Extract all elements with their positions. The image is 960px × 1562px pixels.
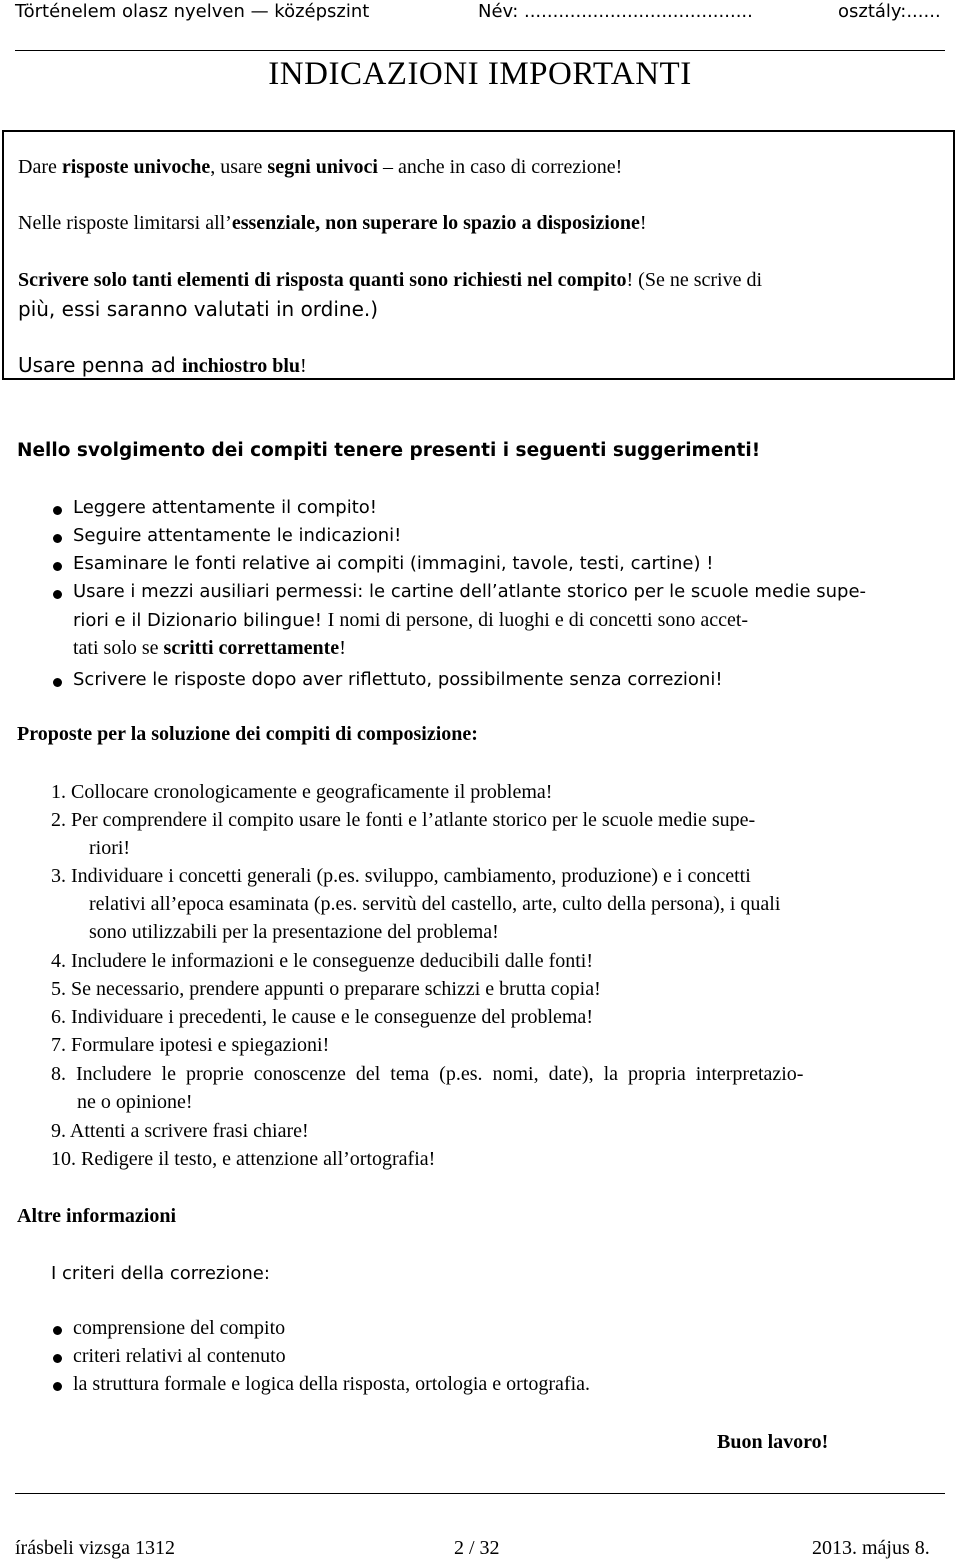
other-info-heading: Altre informazioni (17, 1205, 177, 1227)
proposal-item: 3. Individuare i concetti generali (p.es. sviluppo, cambiamento, produzione) e i concetti (51, 865, 751, 887)
suggestions-heading: Nello svolgimento dei compiti tenere presenti i seguenti suggerimenti! (17, 440, 761, 461)
proposal-item: 6. Individuare i precedenti, le cause e le conseguenze del problema! (51, 1006, 593, 1028)
box-line-2: Nelle risposte limitarsi all’essenziale, non superare lo spazio a disposizione! (18, 212, 647, 234)
proposal-item: 2. Per comprendere il compito usare le fonti e l’atlante storico per le scuole medie supe- (51, 809, 756, 831)
header-subject: Történelem olasz nyelven — középszint (15, 1, 370, 22)
criteria-intro: I criteri della correzione: (51, 1263, 270, 1284)
bullet-icon (53, 1326, 62, 1335)
list-item: comprensione del compito (51, 1317, 590, 1345)
header-divider (15, 50, 945, 51)
list-item: Seguire attentamente le indicazioni! (51, 525, 866, 553)
list-item: Esaminare le fonti relative ai compiti (immagini, tavole, testi, cartine) ! (51, 553, 866, 581)
page-number: 2 / 32 (454, 1537, 500, 1559)
header-name-field: Név: ........................................ (478, 1, 753, 22)
proposal-item: 5. Se necessario, prendere appunti o preparare schizzi e brutta copia! (51, 978, 601, 1000)
list-item: la struttura formale e logica della risposta, ortologia e ortografia. (51, 1373, 590, 1401)
box-line-3: Scrivere solo tanti elementi di risposta quanti sono richiesti nel compito! (Se ne scrive di (18, 269, 763, 291)
box-line-1: Dare risposte univoche, usare segni univoci – anche in caso di correzione! (18, 156, 623, 178)
proposal-item: 10. Redigere il testo, e attenzione all’ortografia! (51, 1148, 436, 1170)
footer-date: 2013. május 8. (812, 1537, 930, 1559)
footer-divider (15, 1493, 945, 1494)
list-item-continued: riori e il Dizionario bilingue! I nomi di persone, di luoghi e di concetti sono accet- (73, 609, 749, 631)
bullet-icon (53, 590, 62, 599)
bullet-icon (53, 562, 62, 571)
proposal-item: 1. Collocare cronologicamente e geograficamente il problema! (51, 781, 553, 803)
footer-exam-code: írásbeli vizsga 1312 (15, 1537, 175, 1559)
proposal-item: 8. Includere le proprie conoscenze del tema (p.es. nomi, date), la propria interpretazio- (51, 1063, 804, 1085)
box-line-4: più, essi saranno valutati in ordine.) (18, 297, 379, 321)
proposal-item: 9. Attenti a scrivere frasi chiare! (51, 1120, 309, 1142)
list-item: Usare i mezzi ausiliari permessi: le cartine dell’atlante storico per le scuole medie supe- (51, 581, 866, 609)
bullet-icon (53, 678, 62, 687)
proposals-heading: Proposte per la soluzione dei compiti di composizione: (17, 723, 478, 745)
proposal-item: 4. Includere le informazioni e le conseguenze deducibili dalle fonti! (51, 950, 594, 972)
proposal-item-continued: riori! (89, 837, 131, 859)
bullet-icon (53, 1354, 62, 1363)
proposal-item-continued: relativi all’epoca esaminata (p.es. servitù del castello, arte, culto della persona), i quali (89, 893, 781, 915)
box-line-5: Usare penna ad inchiostro blu! (18, 353, 307, 377)
bullet-icon (53, 534, 62, 543)
bullet-icon (53, 506, 62, 515)
suggestions-list (51, 497, 866, 697)
closing-text: Buon lavoro! (717, 1431, 829, 1453)
proposal-item: 7. Formulare ipotesi e spiegazioni! (51, 1034, 330, 1056)
list-item: Leggere attentamente il compito! (51, 497, 866, 525)
list-item-continued: tati solo se scritti correttamente! (73, 637, 346, 659)
important-box (2, 130, 955, 380)
proposal-item-continued: sono utilizzabili per la presentazione del problema! (89, 921, 499, 943)
proposal-item-continued: ne o opinione! (77, 1091, 193, 1113)
list-item: criteri relativi al contenuto (51, 1345, 590, 1373)
page-title: INDICAZIONI IMPORTANTI (268, 56, 692, 92)
list-item: Scrivere le risposte dopo aver riflettuto, possibilmente senza correzioni! (51, 669, 866, 697)
criteria-list (51, 1317, 590, 1401)
bullet-icon (53, 1382, 62, 1391)
header-class-field: osztály:...... (838, 1, 941, 22)
